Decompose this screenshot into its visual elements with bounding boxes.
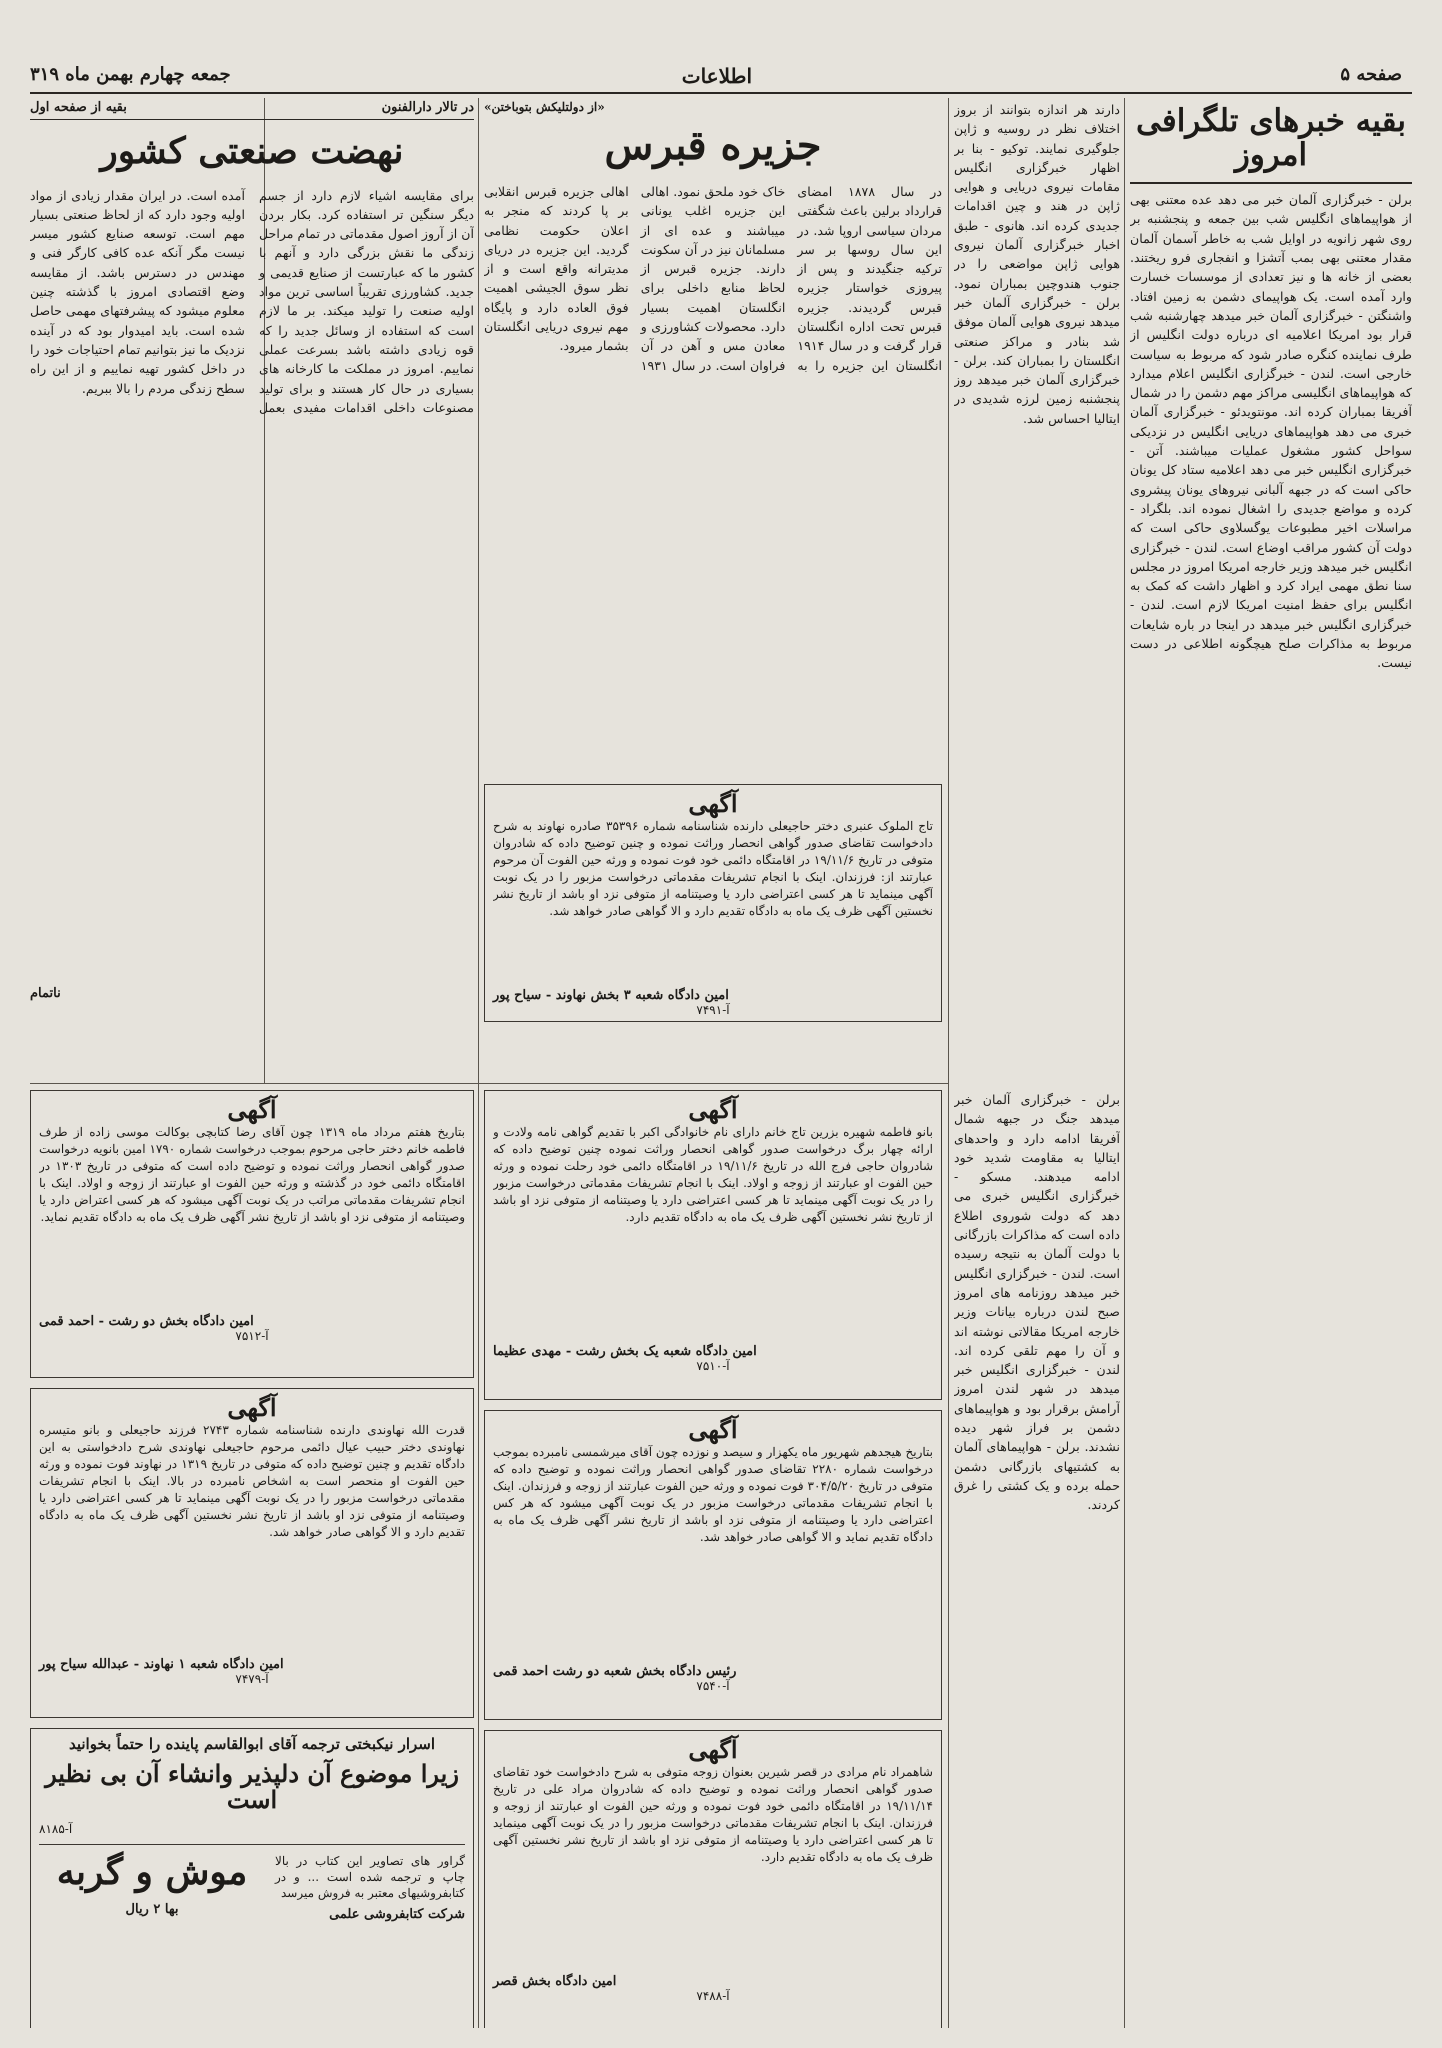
book-ad-line2: زیرا موضوع آن دلپذیر وانشاء آن بی نظیر است: [45, 1759, 459, 1815]
paper-name: اطلاعات: [681, 64, 752, 88]
cyprus-headline: جزیره قبرس: [604, 122, 822, 169]
ad-signature: امین دادگاه شعبه یک بخش رشت - مهدی عظیما: [493, 1344, 757, 1359]
ad-title: آگهی: [688, 1735, 738, 1764]
ad-body: قدرت الله نهاوندی دارنده شناسنامه شماره ۲۷۴۳ فرزند حاجیعلی و بانو متیسره نهاوندی دختر حبیب عیال دائمی مرحوم حاجیعلی نهاوندی شرح دادخواستی به این دادگاه تقدیم و چنین توضیح داده که متوفی در تاریخ ۱۳۱۹ در نهاوند فوت نموده و ورثه حین الفوت او منحصر است به اشخاص نامبرده در بالا. اینک با انجام تشریفات مقدماتی درخواست مزبور را در یک نوبت آگهی مینماید تا هر کسی اعتراضی دارد یا وصیتنامه از متوفی نزد او باشد از تاریخ نشر نخستین آگهی ظرف یک ماه به دادگاه تقدیم دارد و الا گواهی صادر خواهد شد.: [39, 1423, 465, 1539]
news-body-top: دارند هر اندازه بتوانند از بروز اختلاف نظر در روسیه و ژاپن جلوگیری نمایند. توکیو - بنا بر اظهار خبرگزاری انگلیس مقامات نیروی دریایی و هوایی ژاپن در هند و چین اقدامات جدیدی کرده اند. هانوی - طبق اخبار خبرگزاری آلمان نیروی هوایی ژاپن مواضعی را در جنوب هندوچین بمباران نمود. برلن - خبرگزاری آلمان خبر میدهد نیروی هوایی آلمان موفق شد بنادر و مراکز صنعتی انگلستان را بمباران کند. برلن - خبرگزاری آلمان خبر میدهد روز پنجشنبه زمین لرزه شدیدی در ایتالیا احساس شد.: [954, 102, 1120, 426]
ad-signature: امین دادگاه شعبه ۱ نهاوند - عبدالله سیاح پور: [39, 1657, 284, 1672]
book-title: موش و گربه: [56, 1850, 248, 1893]
ad-title: آگهی: [227, 1393, 277, 1422]
lower-left-ads: [30, 1090, 474, 2028]
issue-date: جمعه چهارم بهمن ماه ۳۱۹: [30, 64, 231, 85]
column-rule: [948, 98, 949, 2028]
book-publisher: شرکت کتابفروشی علمی: [329, 1906, 465, 1922]
legal-ad: [484, 1730, 942, 2028]
ad-signature: رئیس دادگاه بخش شعبه دو رشت احمد قمی: [493, 1664, 737, 1679]
ad-title: آگهی: [688, 1095, 738, 1124]
page-label: صفحه ۵: [1340, 64, 1402, 85]
legal-ad: [30, 1090, 474, 1378]
ad-number: آ-۷۴۹۱: [696, 1003, 730, 1017]
industry-headline: نهضت صنعتی کشور: [100, 130, 404, 172]
news-body-bottom: برلن - خبرگزاری آلمان خبر میدهد جنگ در جبهه شمال آفریقا ادامه دارد و واحدهای ایتالیا به مقاومت شدید خود ادامه میدهند. مسکو - خبرگزاری انگلیس خبری می دهد که دولت شوروی اطلاع داده است که مذاکرات بازرگانی با دولت آلمان به نتیجه رسیده است. لندن - خبرگزاری انگلیس خبر میدهد روزنامه های امروز صبح لندن درباره بیانات وزیر خارجه امریکا مقالاتی نوشته اند و آن را مهم تلقی کرده اند. لندن - خبرگزاری انگلیس خبر میدهد در شهر لندن امروز آرامش برقرار بود و هواپیماهای دشمن بر فراز شهر دیده نشدند. برلن - هواپیماهای آلمان به کشتیهای بازرگانی دشمن حمله برده و یک کشتی را غرق کردند.: [954, 1092, 1120, 1513]
ad-number: آ-۷۴۸۸: [696, 1989, 730, 2003]
column-rule: [478, 1083, 479, 2028]
industry-body: برای مقایسه اشیاء لازم دارد از جسم دیگر سنگین تر استفاده کرد. بکار بردن آن از آروز اصول مقدماتی در تمام مراحل زندگی ما نقش بزرگی دارد و آنهم با کشور ما که عبارتست از صنایع قدیمی و جدید. کشاورزی تقریباً اساسی ترین مواد اولیه صنعت را تولید میکند. بر ما لازم است که استفاده از وسائل جدید را که قوه زیادی داشته باشد بسرعت عملی نماییم. امروز در مملکت ما کارخانه های بسیاری در حال کار هستند و برای تولید مصنوعات داخلی اقدامات مفیدی بعمل آمده است. در ایران مقدار زیادی از مواد اولیه وجود دارد که از لحاظ صنعتی بسیار مهم است. توسعه صنایع کشور میسر نیست مگر آنکه عده کافی کارگر فنی و مهندس در دسترس باشد. از مقایسه وضع اقتصادی امروز با گذشته چنین معلوم میشود که پیشرفتهای مهمی حاصل شده است. باید امیدوار بود که در آینده نزدیک ما نیز بتوانیم تمام احتیاجات خود را در داخل کشور تهیه نماییم و از این راه سطح زندگی مردم را بالا ببریم.: [30, 187, 474, 415]
ad-signature: امین دادگاه بخش دو رشت - احمد قمی: [39, 1314, 254, 1329]
book-ad-number: آ-۸۱۸۵: [39, 1821, 73, 1836]
book-price: بها ۲ ریال: [125, 1902, 179, 1918]
ad-signature: امین دادگاه شعبه ۳ بخش نهاوند - سیاح پور: [493, 988, 729, 1003]
industry-article: [30, 100, 474, 1080]
telegraph-headline: بقیه خبرهای تلگرافی امروز: [1130, 100, 1412, 184]
ad-number: آ-۷۵۴۰: [696, 1679, 730, 1693]
ad-body: بانو فاطمه شهیره بزرین تاج خانم دارای نام خانوادگی اکبر با تقدیم گواهی نامه ولادت و ارائه چهار برگ درخواست صدور گواهی انحصار وراثت نموده چنین توضیح داده که شادروان حاجی فرج الله در تاریخ ۱۹/۱۱/۶ در اقامتگاه دائمی خود رحلت نموده و ورثه حین الفوت او عبارتند از زوجه و اولاد. اینک با انجام تشریفات مقدماتی درخواست مزبور را در یک نوبت آگهی مینماید تا هر کسی اعتراضی دارد یا وصیتنامه از متوفی نزد او باشد از تاریخ نشر نخستین آگهی ظرف یک ماه به دادگاه تقدیم دارد.: [493, 1125, 933, 1224]
article-kicker: در تالار دارالفنون: [381, 100, 474, 115]
page-header: [30, 58, 1412, 94]
section-rule: [30, 1083, 948, 1084]
ad-title: آگهی: [688, 789, 738, 818]
lower-middle-ads: [484, 1090, 942, 2028]
column-rule: [1124, 98, 1125, 2028]
legal-ad: [484, 1090, 942, 1400]
ad-title: آگهی: [688, 1415, 738, 1444]
ad-number: آ-۷۵۱۰: [696, 1359, 730, 1373]
continued-tag: بقیه از صفحه اول: [30, 100, 127, 115]
ad-body: بتاریخ هیجدهم شهریور ماه یکهزار و سیصد و نوزده چون آقای میرشمسی نامبرده بموجب درخواست شماره ۲۲۸۰ تقاضای صدور گواهی انحصار وراثت نموده و توضیح داده که متوفی در تاریخ ۳۰۴/۵/۲۰ فوت نموده و ورثه حین الفوت عبارتند از زوجه و فرزندان. اینک با انجام تشریفات مقدماتی درخواست مزبور در یک نوبت آگهی میشود که هر کس اعتراضی دارد یا وصیتنامه از متوفی نزد او باشد از تاریخ نشر آگهی ظرف یک ماه به دادگاه تقدیم نماید و الا گواهی صادر خواهد شد.: [493, 1445, 933, 1544]
ad-number: آ-۷۵۱۲: [235, 1329, 269, 1343]
ad-body: شاهمراد نام مرادی در قصر شیرین بعنوان زوجه متوفی به شرح دادخواست خود تقاضای صدور گواهی انحصار وراثت نموده و توضیح داده که شادروان مراد علی در تاریخ ۱۹/۱۱/۱۴ در اقامتگاه دائمی خود فوت نموده و ورثه حین الفوت او عبارتند از زوجه و فرزندان. اینک با انجام تشریفات مقدماتی درخواست مزبور را در یک نوبت آگهی مینماید تا هر کسی اعتراضی دارد یا وصیتنامه از متوفی نزد او باشد از تاریخ نشر نخستین آگهی ظرف یک ماه به دادگاه تقدیم دارد.: [493, 1765, 933, 1864]
book-ad: [30, 1728, 474, 2028]
ad-signature: امین دادگاه بخش قصر: [493, 1974, 617, 1989]
telegraph-body: برلن - خبرگزاری آلمان خبر می دهد عده معتنی بهی از هواپیماهای انگلیس شب بین جمعه و پنجشنبه بر روی شهر زانویه در اوایل شب به خاطر آسمان آلمان مقدار معتنی بهی بمب آتشزا و انفجاری فرو ریختند. بعضی از خانه ها و نیز تعدادی از موسسات خسارت وارد آمده است. یک هواپیمای دشمن به زمین افتاد. واشنگتن - خبرگزاری آلمان خبر میدهد چهارشنبه شب قرار بود امریکا اعلامیه ای درباره دولت انگلیس از طرف نماینده کنگره صادر شود که مربوط به سیاست خارجی است. لندن - خبرگزاری انگلیس اعلام میدارد که هواپیماهای انگلیسی مراکز مهم دشمن را در شمال آفریقا بمباران کرده اند. مونتویدئو - خبرگزاری آلمان خبری می دهد هواپیماهای دریایی انگلیس در نزدیکی سواحل کشور مشغول عملیات میباشند. آتن - خبرگزاری انگلیس خبر می دهد اعلامیه ستاد کل یونان حاکی است که در جبهه آلبانی نیروهای یونان پیشروی کرده و مواضع جدیدی را اشغال نموده اند. بلگراد - مراسلات اخیر مطبوعات یوگسلاوی حاکی است که دولت آن کشور مراقب اوضاع است. لندن - خبرگزاری انگلیس خبر میدهد وزیر خارجه امریکا امروز در مجلس سنا نطق مهمی ایراد کرد و اظهار داشت که کمک به انگلیس برای حفظ امنیت امریکا لازم است. لندن - خبرگزاری انگلیس خبر میدهد در اینجا در باره شایعات مربوط به مذاکرات صلح هیچگونه اطلاعی در دست نیست.: [1130, 192, 1412, 671]
ad-body: تاج الملوک عنبری دختر حاجیعلی دارنده شناسنامه شماره ۳۵۳۹۶ صادره نهاوند به شرح دادخواست تقاضای صدور گواهی انحصار وراثت نموده و چنین توضیح داده که شادروان متوفی در تاریخ ۱۹/۱۱/۶ در اقامتگاه دائمی خود فوت نموده و ورثه حین الفوت آن مرحوم عبارتند از: فرزندان. اینک با انجام تشریفات مقدماتی درخواست مزبور را در یک نوبت آگهی مینماید تا هر کسی اعتراضی دارد یا وصیتنامه از متوفی نزد او باشد از تاریخ نشر نخستین آگهی ظرف یک ماه به دادگاه تقدیم دارد و الا گواهی صادر خواهد شد.: [493, 819, 933, 918]
cyprus-article: [484, 100, 942, 1080]
cyprus-body: در سال ۱۸۷۸ امضای قرارداد برلین باعث شگفتی مردان سیاسی اروپا شد. در این سال روسها بر سر ترکیه جنگیدند و پس از پیروزی خواستار جزیره قبرس گردیدند. جزیره قبرس تحت اداره انگلستان قرار گرفت و در سال ۱۹۱۴ انگلستان این جزیره را به خاک خود ملحق نمود. اهالی این جزیره اغلب یونانی میباشند و عده ای از مسلمانان نیز در آن سکونت دارند. جزیره قبرس از لحاظ منابع داخلی برای انگلستان اهمیت بسیار دارد. محصولات کشاورزی و معادن مس و آهن در آن فراوان است. در سال ۱۹۳۱ اهالی جزیره قبرس انقلابی بر پا کردند که منجر به اعلان حکومت نظامی گردید. این جزیره در دریای مدیترانه واقع است و از نظر سوق الجیشی اهمیت فوق العاده دارد و پایگاه مهم نیروی دریایی انگلستان بشمار میرود.: [484, 184, 942, 373]
column-rule: [478, 98, 479, 1083]
legal-ad: [484, 784, 942, 1022]
telegraph-news-column: [1130, 100, 1412, 2028]
article-ending: ناتمام: [30, 985, 61, 1001]
article-kicker: «از دولتلیکش بتوباختن»: [484, 100, 605, 114]
legal-ad: [484, 1410, 942, 1720]
news-continued-column: [954, 100, 1120, 2028]
book-ad-line1: اسرار نیکبختی ترجمه آقای ابوالقاسم پاینده را حتماً بخوانید: [68, 1735, 436, 1753]
book-ad-line3: گراور های تصاویر این کتاب در بالا چاپ و ترجمه شده است ... و در کتابفروشیهای معتبر به فروش میرسد: [275, 1853, 465, 1900]
ad-body: بتاریخ هفتم مرداد ماه ۱۳۱۹ چون آقای رضا کتابچی بوکالت موسی زاده از طرف فاطمه خانم دختر حاجی مرحوم بموجب درخواست شماره ۱۷۹۰ امین بانویه درخواست صدور گواهی انحصار وراثت نموده و توضیح داده است که متوفی در تاریخ ۱۳۰۳ در اقامتگاه دائمی خود در گذشته و ورثه حین الفوت او عبارتند از زوجه و اولاد. اینک با انجام تشریفات مقدماتی مراتب در یک نوبت آگهی میشود که هر کسی اعتراض دارد یا وصیتنامه از متوفی نزد او باشد از تاریخ نشر آگهی ظرف یک ماه به دادگاه تقدیم نماید.: [39, 1125, 465, 1224]
ad-title: آگهی: [227, 1095, 277, 1124]
ad-number: آ-۷۴۷۹: [235, 1672, 269, 1686]
legal-ad: [30, 1388, 474, 1718]
